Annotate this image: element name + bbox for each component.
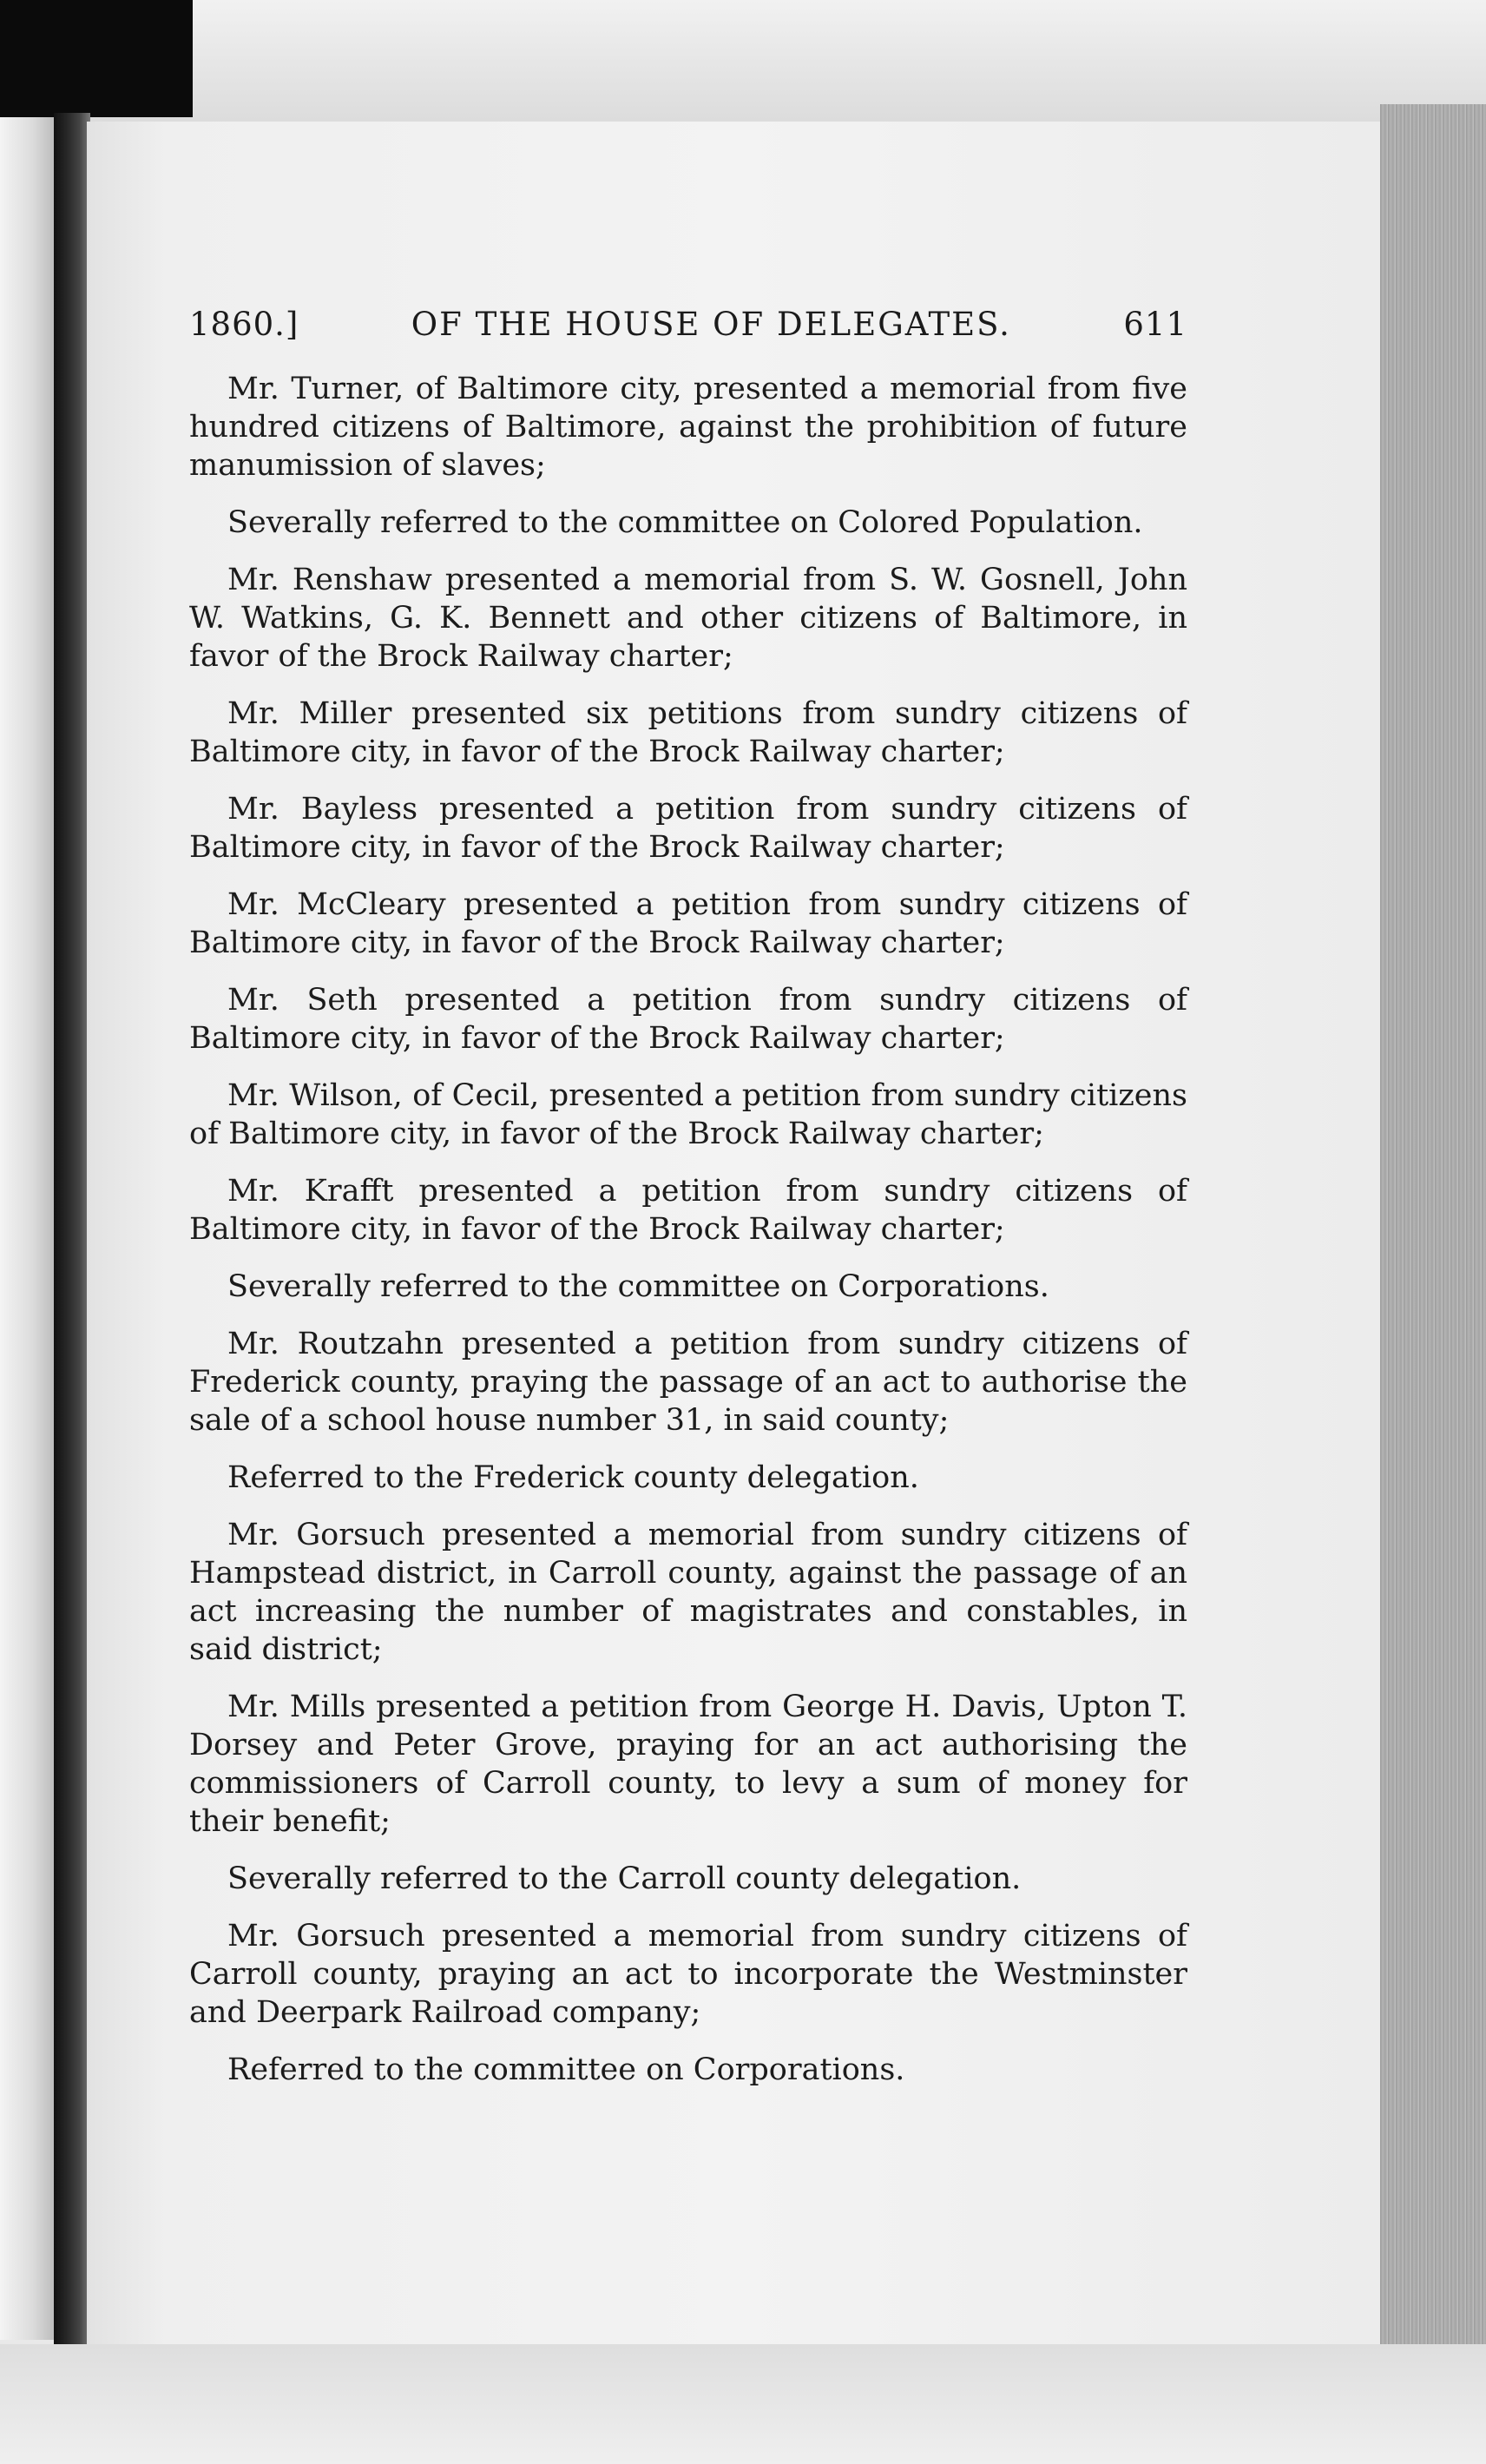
- paragraph-miller-petitions: Mr. Miller presented six petitions from sundry citizens of Baltimore city, in favor of the Brock Railway charter;: [189, 696, 1187, 769]
- header-year: 1860.]: [189, 306, 299, 343]
- scanner-background-top: [0, 0, 1486, 122]
- paragraph-referral-corporations-final: Referred to the committee on Corporations.: [227, 2052, 905, 2087]
- book-binding: [54, 113, 90, 2344]
- paragraph-renshaw-memorial: Mr. Renshaw presented a memorial from S. W. Gosnell, John W. Watkins, G. K. Bennett and other citizens of Baltimore, in favor of the Brock Railway charter;: [189, 563, 1187, 674]
- paragraph-gorsuch-memorial-hampstead: Mr. Gorsuch presented a memorial from sundry citizens of Hampstead district, in Carroll county, against the passage of an act increasing the number of magistrates and constables, in said district;: [189, 1518, 1187, 1667]
- page-number: 611: [1123, 306, 1187, 343]
- scanner-background-bottom: [0, 2344, 1486, 2464]
- paragraph-mccleary-petition: Mr. McCleary presented a petition from sundry citizens of Baltimore city, in favor of the Brock Railway charter;: [189, 887, 1187, 960]
- paragraph-referral-frederick-delegation: Referred to the Frederick county delegation.: [227, 1460, 919, 1495]
- page-fore-edge: [1380, 104, 1486, 2344]
- paragraph-referral-colored-population: Severally referred to the committee on Colored Population.: [227, 505, 1143, 540]
- page-content: [189, 306, 1187, 2108]
- paragraph-krafft-petition: Mr. Krafft presented a petition from sundry citizens of Baltimore city, in favor of the Brock Railway charter;: [189, 1174, 1187, 1247]
- paragraph-wilson-petition: Mr. Wilson, of Cecil, presented a petition from sundry citizens of Baltimore city, in favor of the Brock Railway charter;: [189, 1078, 1187, 1151]
- paragraph-referral-corporations: Severally referred to the committee on Corporations.: [227, 1269, 1049, 1304]
- running-header: [189, 306, 1187, 344]
- paragraph-seth-petition: Mr. Seth presented a petition from sundry citizens of Baltimore city, in favor of the Brock Railway charter;: [189, 983, 1187, 1056]
- scanner-black-tab: [0, 0, 193, 117]
- left-page-edge: [0, 117, 54, 2340]
- paragraph-mills-petition: Mr. Mills presented a petition from George H. Davis, Upton T. Dorsey and Peter Grove, praying for an act authorising the commissioners of Carroll county, to levy a sum of money for their benefit;: [189, 1690, 1187, 1839]
- paragraph-bayless-petition: Mr. Bayless presented a petition from sundry citizens of Baltimore city, in favor of the Brock Railway charter;: [189, 792, 1187, 865]
- paragraph-gorsuch-memorial-railroad: Mr. Gorsuch presented a memorial from sundry citizens of Carroll county, praying an act to incorporate the Westminster and Deerpark Railroad company;: [189, 1919, 1187, 2030]
- paragraph-turner-memorial: Mr. Turner, of Baltimore city, presented a memorial from five hundred citizens of Baltimore, against the prohibition of future manumission of slaves;: [189, 372, 1187, 483]
- header-title: OF THE HOUSE OF DELEGATES.: [411, 306, 1011, 343]
- paragraph-routzahn-petition: Mr. Routzahn presented a petition from sundry citizens of Frederick county, praying the passage of an act to authorise the sale of a school house number 31, in said county;: [189, 1327, 1187, 1438]
- paragraph-referral-carroll-delegation: Severally referred to the Carroll county delegation.: [227, 1861, 1022, 1896]
